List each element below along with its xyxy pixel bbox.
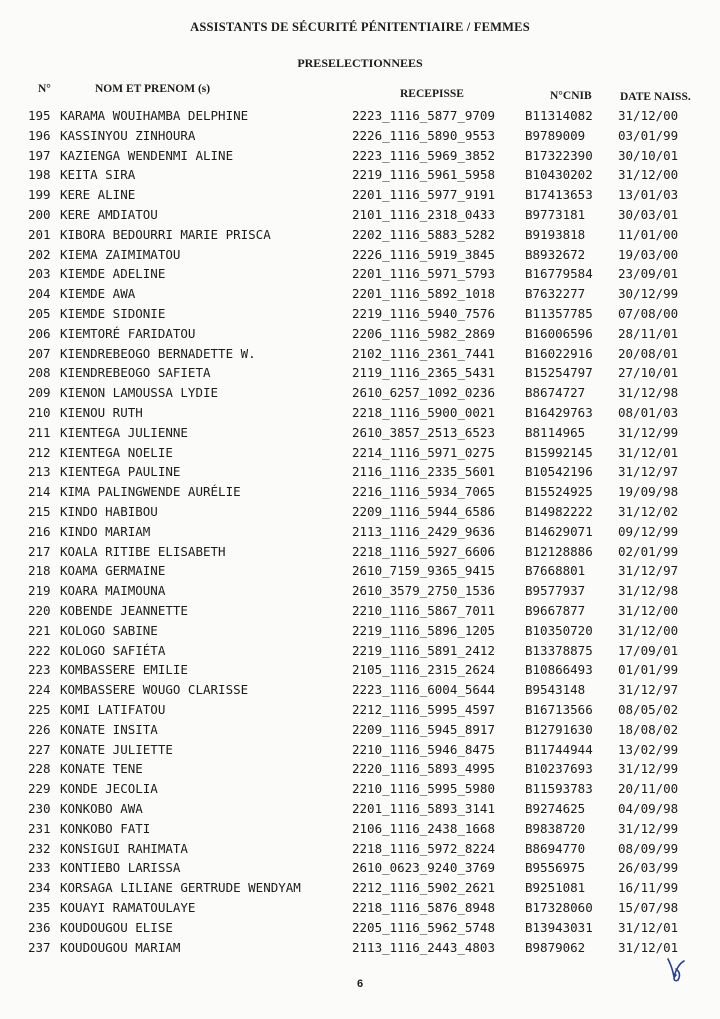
row-name: KIMA PALINGWENDE AURÉLIE (60, 484, 241, 500)
row-number: 223 (28, 662, 51, 678)
row-name: KIEMA ZAIMIMATOU (60, 246, 181, 262)
row-birthdate: 31/12/97 (618, 563, 679, 579)
row-name: KARAMA WOUIHAMBA DELPHINE (60, 108, 249, 123)
row-number: 235 (28, 900, 51, 915)
table-row (0, 324, 720, 344)
row-birthdate: 17/09/01 (618, 642, 679, 658)
table-row (0, 264, 720, 284)
row-cnib: B10866493 (525, 662, 593, 678)
table-row (0, 106, 720, 126)
row-recepisse: 2214_1116_5971_0275 (352, 444, 495, 460)
table-row (0, 561, 720, 581)
row-number: 231 (28, 820, 51, 836)
table-row (0, 660, 720, 680)
row-birthdate: 13/02/99 (618, 741, 679, 757)
row-birthdate: 31/12/97 (618, 464, 679, 480)
header-name: NOM ET PRENOM (s) (95, 83, 211, 95)
row-number: 213 (28, 464, 51, 480)
table-row (0, 482, 720, 502)
row-recepisse: 2101_1116_2318_0433 (352, 207, 495, 222)
row-recepisse: 2610_6257_1092_0236 (352, 385, 495, 401)
table-row (0, 740, 720, 760)
row-recepisse: 2219_1116_5896_1205 (352, 622, 495, 638)
row-name: KONATE TENE (60, 761, 143, 777)
row-birthdate: 11/01/00 (618, 226, 679, 242)
row-number: 202 (28, 246, 51, 262)
row-birthdate: 04/09/98 (618, 801, 679, 816)
row-birthdate: 31/12/98 (618, 385, 679, 401)
table-row (0, 423, 720, 443)
table-row (0, 858, 720, 878)
row-cnib: B17328060 (525, 900, 593, 915)
row-number: 210 (28, 405, 51, 420)
row-name: KOLOGO SABINE (60, 622, 158, 638)
row-cnib: B17322390 (525, 147, 593, 163)
row-cnib: B10430202 (525, 167, 593, 183)
row-recepisse: 2201_1116_5892_1018 (352, 286, 495, 302)
row-name: KONKOBO FATI (60, 820, 151, 836)
row-birthdate: 31/12/98 (618, 583, 679, 599)
row-birthdate: 31/12/00 (618, 108, 679, 123)
row-recepisse: 2206_1116_5982_2869 (352, 325, 495, 341)
row-recepisse: 2218_1116_5876_8948 (352, 900, 495, 915)
row-name: KIENTEGA JULIENNE (60, 424, 188, 440)
table-row (0, 898, 720, 918)
row-recepisse: 2223_1116_5877_9709 (352, 108, 495, 123)
table-row (0, 779, 720, 799)
row-number: 200 (28, 207, 51, 222)
row-recepisse: 2205_1116_5962_5748 (352, 919, 495, 935)
row-name: KOMBASSERE WOUGO CLARISSE (60, 682, 249, 698)
table-row (0, 938, 720, 958)
row-number: 198 (28, 167, 51, 183)
row-name: KOLOGO SAFIÉTA (60, 642, 166, 658)
page-number: 6 (356, 978, 364, 990)
row-name: KONSIGUI RAHIMATA (60, 840, 188, 856)
row-birthdate: 07/08/00 (618, 306, 679, 321)
row-birthdate: 30/03/01 (618, 207, 679, 222)
row-cnib: B7632277 (525, 286, 586, 302)
row-birthdate: 31/12/97 (618, 682, 679, 698)
table-row (0, 126, 720, 146)
row-cnib: B10542196 (525, 464, 593, 480)
table-row (0, 819, 720, 839)
table-row (0, 581, 720, 601)
table-row (0, 878, 720, 898)
row-recepisse: 2219_1116_5891_2412 (352, 642, 495, 658)
row-recepisse: 2106_1116_2438_1668 (352, 820, 495, 836)
row-recepisse: 2119_1116_2365_5431 (352, 365, 495, 381)
row-name: KEITA SIRA (60, 167, 136, 183)
row-number: 205 (28, 306, 51, 321)
row-cnib: B16779584 (525, 266, 593, 282)
row-cnib: B15254797 (525, 365, 593, 381)
row-birthdate: 31/12/01 (618, 444, 679, 460)
row-birthdate: 08/01/03 (618, 405, 679, 420)
row-recepisse: 2201_1116_5971_5793 (352, 266, 495, 282)
row-name: KOUAYI RAMATOULAYE (60, 900, 196, 915)
row-cnib: B9789009 (525, 127, 586, 143)
row-birthdate: 20/11/00 (618, 781, 679, 797)
row-birthdate: 31/12/00 (618, 622, 679, 638)
row-number: 221 (28, 622, 51, 638)
row-recepisse: 2220_1116_5893_4995 (352, 761, 495, 777)
row-birthdate: 13/01/03 (618, 187, 679, 203)
table-row (0, 759, 720, 779)
table-row (0, 700, 720, 720)
row-cnib: B11744944 (525, 741, 593, 757)
row-cnib: B9556975 (525, 860, 586, 876)
row-name: KIEMDE SIDONIE (60, 306, 166, 321)
row-name: KONDE JECOLIA (60, 781, 158, 797)
table-row (0, 720, 720, 740)
row-birthdate: 30/12/99 (618, 286, 679, 302)
row-number: 203 (28, 266, 51, 282)
table-row (0, 146, 720, 166)
row-number: 225 (28, 702, 51, 717)
row-name: KASSINYOU ZINHOURA (60, 127, 196, 143)
table-row (0, 225, 720, 245)
row-number: 199 (28, 187, 51, 203)
row-name: KOMI LATIFATOU (60, 702, 166, 717)
row-name: KERE ALINE (60, 187, 136, 203)
row-cnib: B9274625 (525, 801, 586, 816)
row-cnib: B12128886 (525, 543, 593, 559)
row-number: 236 (28, 919, 51, 935)
row-name: KIEMDE ADELINE (60, 266, 166, 282)
row-cnib: B16006596 (525, 325, 593, 341)
row-cnib: B11593783 (525, 781, 593, 797)
row-cnib: B13378875 (525, 642, 593, 658)
row-birthdate: 31/12/99 (618, 761, 679, 777)
row-recepisse: 2223_1116_5969_3852 (352, 147, 495, 163)
row-name: KONTIEBO LARISSA (60, 860, 181, 876)
row-recepisse: 2218_1116_5927_6606 (352, 543, 495, 559)
row-name: KERE AMDIATOU (60, 207, 158, 222)
row-name: KOMBASSERE EMILIE (60, 662, 188, 678)
table-header (0, 83, 720, 103)
row-birthdate: 31/12/99 (618, 820, 679, 836)
row-name: KOBENDE JEANNETTE (60, 603, 188, 618)
row-cnib: B10350720 (525, 622, 593, 638)
header-number: N° (38, 83, 51, 95)
row-birthdate: 03/01/99 (618, 127, 679, 143)
row-birthdate: 31/12/99 (618, 424, 679, 440)
row-number: 227 (28, 741, 51, 757)
row-cnib: B15992145 (525, 444, 593, 460)
row-cnib: B11314082 (525, 108, 593, 123)
row-birthdate: 20/08/01 (618, 345, 679, 361)
table-row (0, 839, 720, 859)
row-number: 207 (28, 345, 51, 361)
row-name: KORSAGA LILIANE GERTRUDE WENDYAM (60, 880, 301, 896)
row-number: 216 (28, 523, 51, 539)
table-row (0, 522, 720, 542)
row-cnib: B15524925 (525, 484, 593, 500)
row-recepisse: 2209_1116_5945_8917 (352, 721, 495, 737)
row-number: 222 (28, 642, 51, 658)
row-cnib: B8694770 (525, 840, 586, 856)
row-number: 215 (28, 504, 51, 519)
row-cnib: B9879062 (525, 939, 586, 955)
row-recepisse: 2223_1116_6004_5644 (352, 682, 495, 698)
document-title: ASSISTANTS DE SÉCURITÉ PÉNITENTIAIRE / FEMMES (190, 20, 530, 34)
table-row (0, 462, 720, 482)
row-number: 204 (28, 286, 51, 302)
row-cnib: B9577937 (525, 583, 586, 599)
row-number: 217 (28, 543, 51, 559)
row-name: KIENTEGA NOELIE (60, 444, 173, 460)
row-cnib: B12791630 (525, 721, 593, 737)
row-recepisse: 2210_1116_5867_7011 (352, 603, 495, 618)
row-birthdate: 18/08/02 (618, 721, 679, 737)
row-recepisse: 2202_1116_5883_5282 (352, 226, 495, 242)
row-number: 226 (28, 721, 51, 737)
table-row (0, 205, 720, 225)
row-name: KIENDREBEOGO BERNADETTE W. (60, 345, 256, 361)
row-name: KIENTEGA PAULINE (60, 464, 181, 480)
row-recepisse: 2610_0623_9240_3769 (352, 860, 495, 876)
table-row (0, 165, 720, 185)
header-cnib: N°CNIB (550, 90, 592, 102)
row-name: KINDO HABIBOU (60, 504, 158, 519)
row-recepisse: 2113_1116_2443_4803 (352, 939, 495, 955)
row-birthdate: 31/12/00 (618, 167, 679, 183)
row-birthdate: 31/12/01 (618, 939, 679, 955)
row-birthdate: 28/11/01 (618, 325, 679, 341)
table-row (0, 641, 720, 661)
table-row (0, 621, 720, 641)
table-row (0, 284, 720, 304)
row-name: KIEMDE AWA (60, 286, 136, 302)
row-recepisse: 2201_1116_5893_3141 (352, 801, 495, 816)
row-recepisse: 2201_1116_5977_9191 (352, 187, 495, 203)
row-recepisse: 2116_1116_2335_5601 (352, 464, 495, 480)
row-cnib: B13943031 (525, 919, 593, 935)
row-birthdate: 27/10/01 (618, 365, 679, 381)
row-birthdate: 08/05/02 (618, 702, 679, 717)
row-birthdate: 09/12/99 (618, 523, 679, 539)
row-name: KOUDOUGOU ELISE (60, 919, 173, 935)
row-number: 237 (28, 939, 51, 955)
row-name: KIBORA BEDOURRI MARIE PRISCA (60, 226, 271, 242)
row-cnib: B8114965 (525, 424, 586, 440)
row-name: KIEMTORÉ FARIDATOU (60, 325, 196, 341)
row-birthdate: 16/11/99 (618, 880, 679, 896)
table-row (0, 383, 720, 403)
row-number: 201 (28, 226, 51, 242)
table-row (0, 403, 720, 423)
row-birthdate: 01/01/99 (618, 662, 679, 678)
row-cnib: B9543148 (525, 682, 586, 698)
row-number: 220 (28, 603, 51, 618)
row-recepisse: 2216_1116_5934_7065 (352, 484, 495, 500)
row-number: 234 (28, 880, 51, 896)
row-birthdate: 30/10/01 (618, 147, 679, 163)
row-number: 195 (28, 108, 51, 123)
row-recepisse: 2219_1116_5961_5958 (352, 167, 495, 183)
row-cnib: B16713566 (525, 702, 593, 717)
row-number: 229 (28, 781, 51, 797)
table-row (0, 344, 720, 364)
row-name: KOALA RITIBE ELISABETH (60, 543, 226, 559)
row-number: 209 (28, 385, 51, 401)
table-row (0, 502, 720, 522)
row-birthdate: 26/03/99 (618, 860, 679, 876)
row-number: 224 (28, 682, 51, 698)
row-recepisse: 2226_1116_5919_3845 (352, 246, 495, 262)
row-number: 206 (28, 325, 51, 341)
row-recepisse: 2212_1116_5902_2621 (352, 880, 495, 896)
table-row (0, 680, 720, 700)
row-name: KONATE INSITA (60, 721, 158, 737)
row-cnib: B17413653 (525, 187, 593, 203)
row-recepisse: 2610_7159_9365_9415 (352, 563, 495, 579)
row-number: 230 (28, 801, 51, 816)
row-recepisse: 2610_3579_2750_1536 (352, 583, 495, 599)
row-cnib: B14982222 (525, 504, 593, 519)
header-recepisse: RECEPISSE (400, 88, 464, 100)
row-name: KOAMA GERMAINE (60, 563, 166, 579)
row-number: 196 (28, 127, 51, 143)
row-recepisse: 2218_1116_5900_0021 (352, 405, 495, 420)
table-row (0, 918, 720, 938)
row-birthdate: 31/12/02 (618, 504, 679, 519)
row-name: KINDO MARIAM (60, 523, 151, 539)
row-birthdate: 08/09/99 (618, 840, 679, 856)
table-row (0, 304, 720, 324)
row-number: 233 (28, 860, 51, 876)
row-recepisse: 2102_1116_2361_7441 (352, 345, 495, 361)
row-cnib: B10237693 (525, 761, 593, 777)
row-number: 218 (28, 563, 51, 579)
row-number: 214 (28, 484, 51, 500)
row-birthdate: 15/07/98 (618, 900, 679, 915)
row-cnib: B9667877 (525, 603, 586, 618)
row-birthdate: 23/09/01 (618, 266, 679, 282)
row-recepisse: 2212_1116_5995_4597 (352, 702, 495, 717)
header-birthdate: DATE NAISS. (620, 91, 691, 103)
row-birthdate: 31/12/00 (618, 603, 679, 618)
row-birthdate: 19/03/00 (618, 246, 679, 262)
row-number: 212 (28, 444, 51, 460)
row-number: 211 (28, 424, 51, 440)
row-name: KAZIENGA WENDENMI ALINE (60, 147, 234, 163)
row-name: KONKOBO AWA (60, 801, 143, 816)
row-cnib: B9838720 (525, 820, 586, 836)
row-cnib: B11357785 (525, 306, 593, 321)
row-recepisse: 2209_1116_5944_6586 (352, 504, 495, 519)
row-name: KOUDOUGOU MARIAM (60, 939, 181, 955)
row-number: 197 (28, 147, 51, 163)
row-recepisse: 2105_1116_2315_2624 (352, 662, 495, 678)
table-row (0, 245, 720, 265)
row-recepisse: 2219_1116_5940_7576 (352, 306, 495, 321)
row-number: 228 (28, 761, 51, 777)
row-name: KONATE JULIETTE (60, 741, 173, 757)
table-row (0, 443, 720, 463)
row-name: KOARA MAIMOUNA (60, 583, 166, 599)
row-cnib: B14629071 (525, 523, 593, 539)
row-cnib: B9193818 (525, 226, 586, 242)
handwritten-initials-icon (662, 955, 690, 983)
row-name: KIENON LAMOUSSA LYDIE (60, 385, 219, 401)
row-name: KIENDREBEOGO SAFIETA (60, 365, 211, 381)
row-cnib: B9251081 (525, 880, 586, 896)
row-number: 219 (28, 583, 51, 599)
row-birthdate: 19/09/98 (618, 484, 679, 500)
row-name: KIENOU RUTH (60, 405, 143, 420)
row-birthdate: 02/01/99 (618, 543, 679, 559)
row-cnib: B16022916 (525, 345, 593, 361)
table-row (0, 799, 720, 819)
row-number: 232 (28, 840, 51, 856)
table-row (0, 542, 720, 562)
row-number: 208 (28, 365, 51, 381)
row-cnib: B16429763 (525, 405, 593, 420)
row-cnib: B8674727 (525, 385, 586, 401)
row-cnib: B7668801 (525, 563, 586, 579)
row-recepisse: 2210_1116_5995_5980 (352, 781, 495, 797)
table-row (0, 601, 720, 621)
row-cnib: B8932672 (525, 246, 586, 262)
row-recepisse: 2218_1116_5972_8224 (352, 840, 495, 856)
row-birthdate: 31/12/01 (618, 919, 679, 935)
row-recepisse: 2226_1116_5890_9553 (352, 127, 495, 143)
table-row (0, 363, 720, 383)
row-recepisse: 2113_1116_2429_9636 (352, 523, 495, 539)
row-cnib: B9773181 (525, 207, 586, 222)
table-row (0, 185, 720, 205)
row-recepisse: 2610_3857_2513_6523 (352, 424, 495, 440)
row-recepisse: 2210_1116_5946_8475 (352, 741, 495, 757)
document-subtitle: PRESELECTIONNEES (297, 56, 423, 70)
